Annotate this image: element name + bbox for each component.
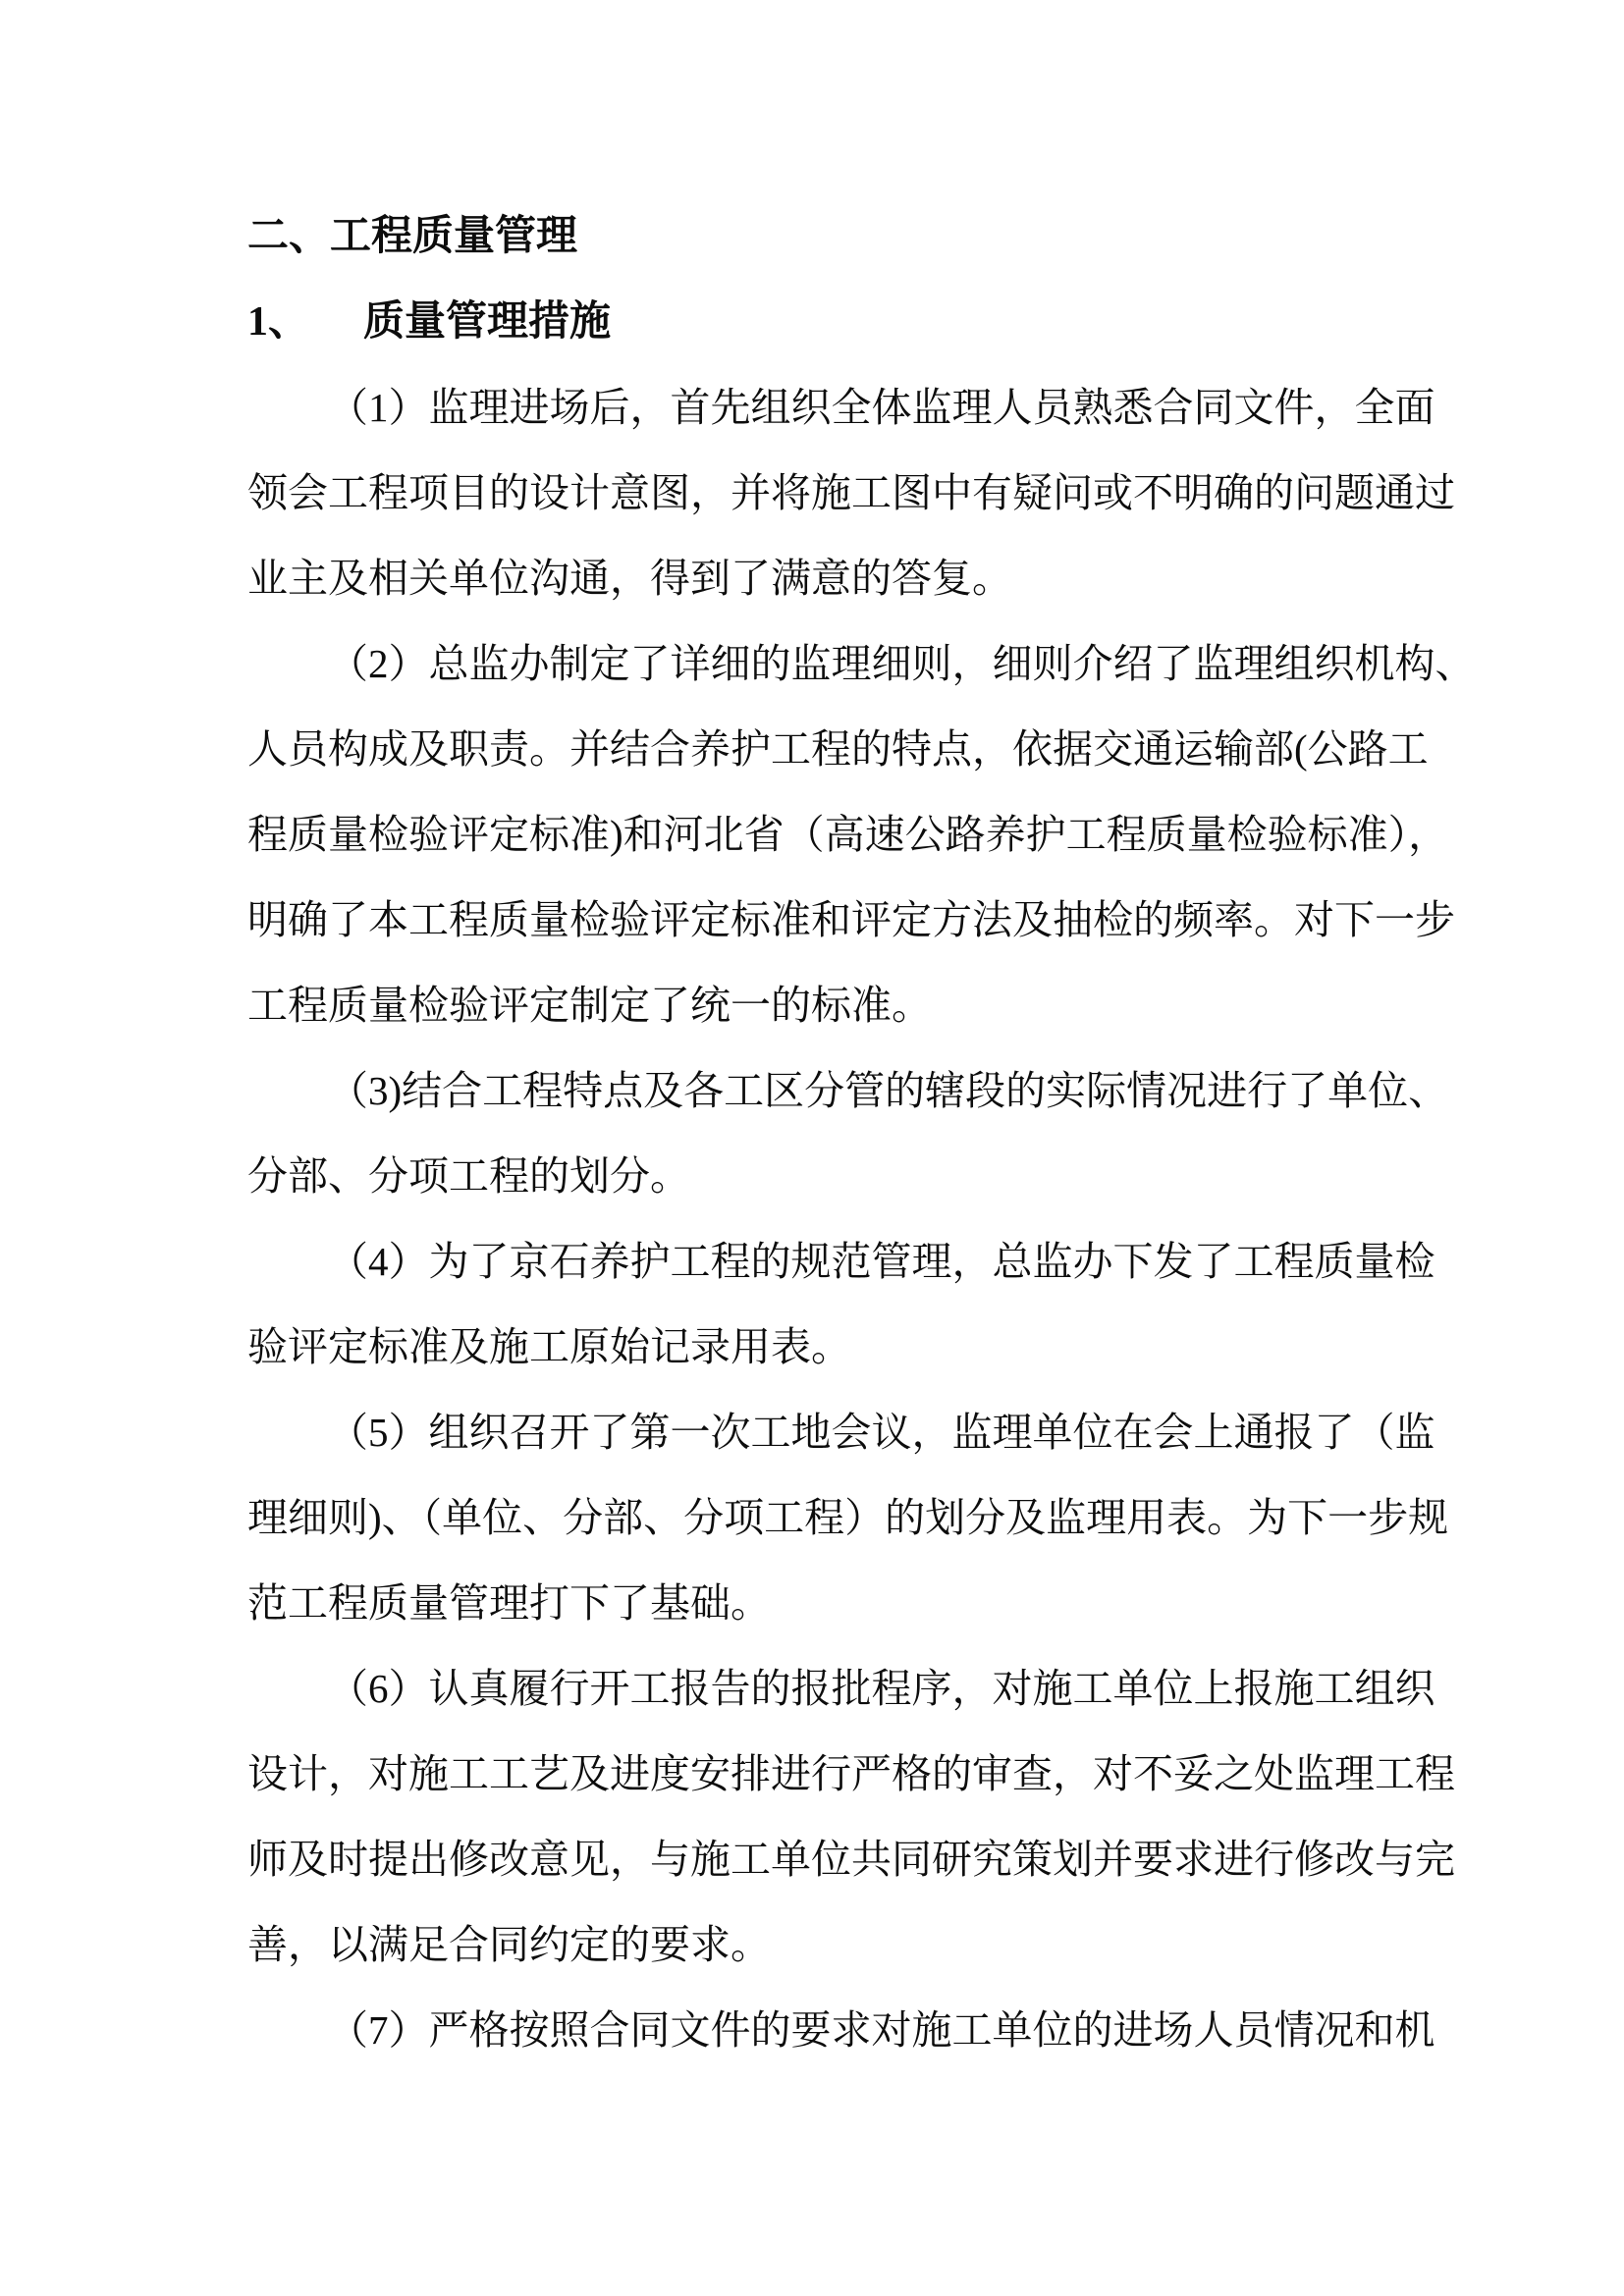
paragraph-6-line-1: （6）认真履行开工报告的报批程序，对施工单位上报施工组织 — [328, 1666, 1435, 1711]
paragraph-1-line-3: 业主及相关单位沟通，得到了满意的答复。 — [247, 556, 1012, 601]
paragraph-3-line-2: 分部、分项工程的划分。 — [247, 1153, 690, 1199]
paragraph-4-line-2: 验评定标准及施工原始记录用表。 — [247, 1324, 851, 1369]
paragraph-5-line-3: 范工程质量管理打下了基础。 — [247, 1580, 771, 1626]
paragraph-5-line-2: 理细则)、（单位、分部、分项工程）的划分及监理用表。为下一步规 — [247, 1495, 1449, 1540]
paragraph-2-line-2: 人员构成及职责。并结合养护工程的特点，依据交通运输部(公路工 — [247, 726, 1429, 772]
document-content — [247, 194, 1475, 2073]
subsection-number: 1、 — [247, 299, 310, 345]
paragraph-5-line-1: （5）组织召开了第一次工地会议，监理单位在会上通报了（监 — [328, 1410, 1435, 1455]
paragraph-3-line-1: （3)结合工程特点及各工区分管的辖段的实际情况进行了单位、 — [328, 1068, 1449, 1113]
paragraph-6-line-3: 师及时提出修改意见，与施工单位共同研究策划并要求进行修改与完 — [247, 1837, 1455, 1882]
subsection-label: 质量管理措施 — [363, 299, 612, 345]
paragraph-6-line-2: 设计，对施工工艺及进度安排进行严格的审查，对不妥之处监理工程 — [247, 1751, 1455, 1796]
paragraph-2-line-1: （2）总监办制定了详细的监理细则，细则介绍了监理组织机构、 — [328, 641, 1476, 686]
paragraph-6-line-4: 善，以满足合同约定的要求。 — [247, 1922, 771, 1967]
paragraphs-container — [247, 365, 1475, 2073]
paragraph-4-line-1: （4）为了京石养护工程的规范管理，总监办下发了工程质量检 — [328, 1239, 1435, 1284]
paragraph-1-line-2: 领会工程项目的设计意图，并将施工图中有疑问或不明确的问题通过 — [247, 470, 1455, 515]
paragraph-7-line-1: （7）严格按照合同文件的要求对施工单位的进场人员情况和机 — [328, 2007, 1435, 2053]
paragraph-2-line-5: 工程质量检验评定制定了统一的标准。 — [247, 983, 932, 1028]
paragraph-2-line-3: 程质量检验评定标准)和河北省（高速公路养护工程质量检验标准）， — [247, 812, 1449, 857]
paragraph-2-line-4: 明确了本工程质量检验评定标准和评定方法及抽检的频率。对下一步 — [247, 897, 1455, 942]
section-heading: 二、工程质量管理 — [247, 214, 578, 259]
subsection-heading — [247, 280, 1475, 365]
paragraph-1-line-1: （1）监理进场后，首先组织全体监理人员熟悉合同文件，全面 — [328, 385, 1435, 430]
